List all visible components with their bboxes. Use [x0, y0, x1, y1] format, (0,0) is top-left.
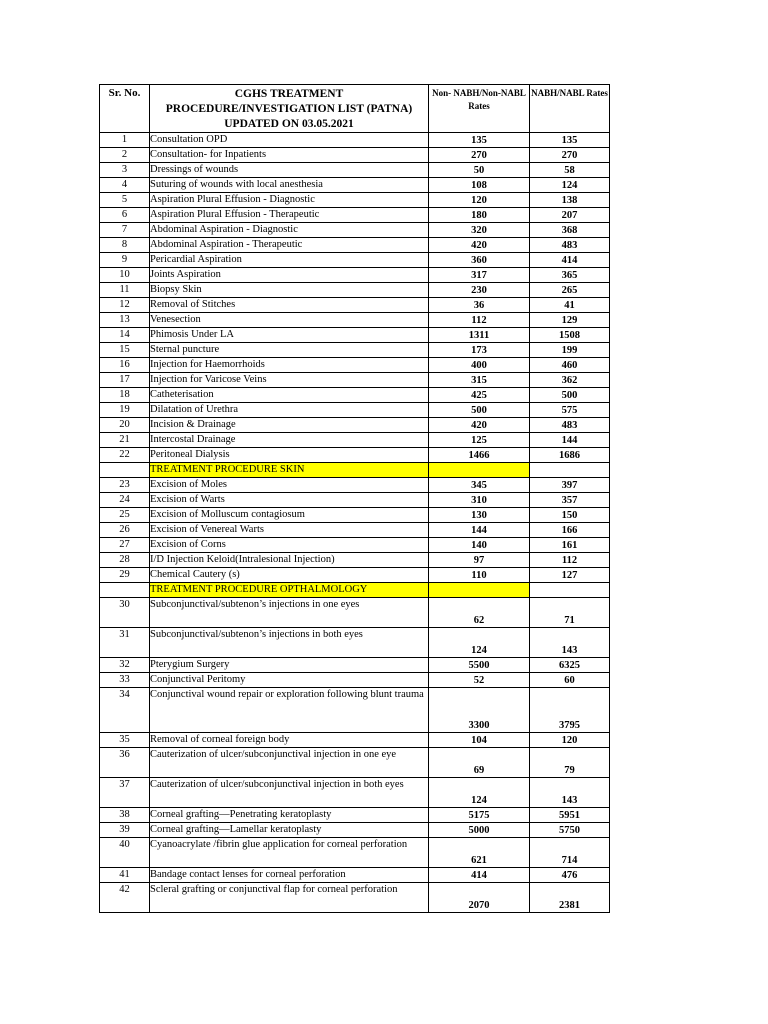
sr-no-cell: 10 [100, 268, 150, 283]
sr-no-cell: 25 [100, 508, 150, 523]
table-row [100, 178, 610, 193]
non-nabh-rate-cell: 110 [429, 568, 530, 583]
sr-no-cell: 11 [100, 283, 150, 298]
sr-no-cell: 26 [100, 523, 150, 538]
procedure-name-cell: Sternal puncture [150, 343, 429, 358]
nabh-rate-cell: 500 [530, 388, 610, 403]
table-row [100, 163, 610, 178]
sr-no-cell: 15 [100, 343, 150, 358]
non-nabh-rate-cell: 69 [429, 748, 530, 778]
nabh-rate-cell: 161 [530, 538, 610, 553]
nabh-rate-cell: 79 [530, 748, 610, 778]
table-row [100, 568, 610, 583]
sr-no-cell: 35 [100, 733, 150, 748]
procedure-name-cell: Corneal grafting—Lamellar keratoplasty [150, 823, 429, 838]
section-header-row [100, 583, 610, 598]
table-row [100, 823, 610, 838]
non-nabh-rate-cell: 125 [429, 433, 530, 448]
nabh-rate-cell: 414 [530, 253, 610, 268]
nabh-rate-cell: 58 [530, 163, 610, 178]
procedure-name-cell: Conjunctival Peritomy [150, 673, 429, 688]
sr-no-cell: 40 [100, 838, 150, 868]
non-nabh-rate-cell: 1311 [429, 328, 530, 343]
procedure-name-cell: Joints Aspiration [150, 268, 429, 283]
sr-no-cell: 36 [100, 748, 150, 778]
sr-no-cell: 32 [100, 658, 150, 673]
sr-no-cell: 24 [100, 493, 150, 508]
table-row [100, 388, 610, 403]
nabh-rate-cell: 166 [530, 523, 610, 538]
procedure-name-cell: Consultation- for Inpatients [150, 148, 429, 163]
sr-no-cell: 14 [100, 328, 150, 343]
procedure-name-cell: Incision & Drainage [150, 418, 429, 433]
nabh-rate-cell: 6325 [530, 658, 610, 673]
table-title: CGHS TREATMENT PROCEDURE/INVESTIGATION LIST (PATNA) UPDATED ON 03.05.2021 [150, 85, 429, 133]
table-row [100, 148, 610, 163]
procedure-name-cell: Cyanoacrylate /fibrin glue application for corneal perforation [150, 838, 429, 868]
nabh-rate-cell: 357 [530, 493, 610, 508]
sr-no-cell: 29 [100, 568, 150, 583]
non-nabh-rate-cell: 104 [429, 733, 530, 748]
procedure-name-cell: Catheterisation [150, 388, 429, 403]
table-row [100, 628, 610, 658]
rates-table [99, 84, 610, 913]
non-nabh-rate-cell: 230 [429, 283, 530, 298]
section-header-row [100, 463, 610, 478]
table-row [100, 193, 610, 208]
sr-no-cell: 42 [100, 883, 150, 913]
section-sr-cell [100, 583, 150, 598]
sr-no-cell: 8 [100, 238, 150, 253]
non-nabh-rate-cell: 320 [429, 223, 530, 238]
nabh-rate-cell: 71 [530, 598, 610, 628]
table-row [100, 328, 610, 343]
non-nabh-rate-cell: 270 [429, 148, 530, 163]
table-row [100, 223, 610, 238]
sr-no-cell: 30 [100, 598, 150, 628]
table-row [100, 673, 610, 688]
procedure-name-cell: I/D Injection Keloid(Intralesional Injection) [150, 553, 429, 568]
non-nabh-rate-cell: 3300 [429, 688, 530, 733]
nabh-rate-cell: 143 [530, 778, 610, 808]
nabh-rate-cell: 120 [530, 733, 610, 748]
non-nabh-rate-cell: 420 [429, 238, 530, 253]
procedure-name-cell: Excision of Moles [150, 478, 429, 493]
non-nabh-rate-cell: 62 [429, 598, 530, 628]
nabh-rate-cell: 135 [530, 133, 610, 148]
sr-no-header: Sr. No. [100, 85, 150, 133]
sr-no-cell: 41 [100, 868, 150, 883]
nabh-rate-cell: 207 [530, 208, 610, 223]
non-nabh-rate-cell: 414 [429, 868, 530, 883]
sr-no-cell: 33 [100, 673, 150, 688]
nabh-rate-cell: 1686 [530, 448, 610, 463]
non-nabh-rate-cell: 130 [429, 508, 530, 523]
section-title: TREATMENT PROCEDURE OPTHALMOLOGY [150, 583, 429, 598]
table-row [100, 838, 610, 868]
procedure-name-cell: Abdominal Aspiration - Diagnostic [150, 223, 429, 238]
table-row [100, 523, 610, 538]
section-fill-cell [429, 583, 530, 598]
sr-no-cell: 13 [100, 313, 150, 328]
procedure-name-cell: Injection for Haemorrhoids [150, 358, 429, 373]
non-nabh-rate-cell: 173 [429, 343, 530, 358]
procedure-name-cell: Aspiration Plural Effusion - Therapeutic [150, 208, 429, 223]
procedure-name-cell: Pericardial Aspiration [150, 253, 429, 268]
table-row [100, 733, 610, 748]
nabh-rates-header: NABH/NABL Rates [530, 85, 610, 133]
table-row [100, 253, 610, 268]
nabh-rate-cell: 5750 [530, 823, 610, 838]
procedure-name-cell: Excision of Warts [150, 493, 429, 508]
non-nabh-rate-cell: 124 [429, 778, 530, 808]
procedure-name-cell: Subconjunctival/subtenon’s injections in both eyes [150, 628, 429, 658]
nabh-rate-cell: 397 [530, 478, 610, 493]
non-nabh-rate-cell: 52 [429, 673, 530, 688]
table-row [100, 448, 610, 463]
sr-no-cell: 7 [100, 223, 150, 238]
nabh-rate-cell: 2381 [530, 883, 610, 913]
table-row [100, 238, 610, 253]
nabh-rate-cell: 483 [530, 238, 610, 253]
table-row [100, 598, 610, 628]
non-nabh-rates-header: Non- NABH/Non-NABL Rates [429, 85, 530, 133]
procedure-name-cell: Dilatation of Urethra [150, 403, 429, 418]
table-row [100, 133, 610, 148]
non-nabh-rate-cell: 420 [429, 418, 530, 433]
procedure-name-cell: Scleral grafting or conjunctival flap for corneal perforation [150, 883, 429, 913]
nabh-rate-cell: 714 [530, 838, 610, 868]
section-empty-cell [530, 463, 610, 478]
nabh-rate-cell: 5951 [530, 808, 610, 823]
sr-no-cell: 4 [100, 178, 150, 193]
procedure-name-cell: Biopsy Skin [150, 283, 429, 298]
procedure-name-cell: Removal of corneal foreign body [150, 733, 429, 748]
nabh-rate-cell: 41 [530, 298, 610, 313]
table-row [100, 748, 610, 778]
section-empty-cell [530, 583, 610, 598]
nabh-rate-cell: 3795 [530, 688, 610, 733]
sr-no-cell: 39 [100, 823, 150, 838]
table-row [100, 343, 610, 358]
table-body [100, 133, 610, 913]
nabh-rate-cell: 265 [530, 283, 610, 298]
nabh-rate-cell: 144 [530, 433, 610, 448]
procedure-name-cell: Conjunctival wound repair or exploration following blunt trauma [150, 688, 429, 733]
nabh-rate-cell: 143 [530, 628, 610, 658]
sr-no-cell: 1 [100, 133, 150, 148]
procedure-name-cell: Dressings of wounds [150, 163, 429, 178]
procedure-name-cell: Excision of Venereal Warts [150, 523, 429, 538]
nabh-rate-cell: 1508 [530, 328, 610, 343]
procedure-name-cell: Bandage contact lenses for corneal perforation [150, 868, 429, 883]
sr-no-cell: 28 [100, 553, 150, 568]
table-row [100, 553, 610, 568]
non-nabh-rate-cell: 500 [429, 403, 530, 418]
nabh-rate-cell: 127 [530, 568, 610, 583]
sr-no-cell: 34 [100, 688, 150, 733]
procedure-name-cell: Suturing of wounds with local anesthesia [150, 178, 429, 193]
procedure-name-cell: Intercostal Drainage [150, 433, 429, 448]
sr-no-cell: 17 [100, 373, 150, 388]
sr-no-cell: 16 [100, 358, 150, 373]
procedure-name-cell: Aspiration Plural Effusion - Diagnostic [150, 193, 429, 208]
section-title: TREATMENT PROCEDURE SKIN [150, 463, 429, 478]
non-nabh-rate-cell: 135 [429, 133, 530, 148]
nabh-rate-cell: 138 [530, 193, 610, 208]
table-row [100, 478, 610, 493]
table-row [100, 418, 610, 433]
non-nabh-rate-cell: 97 [429, 553, 530, 568]
sr-no-cell: 21 [100, 433, 150, 448]
sr-no-cell: 22 [100, 448, 150, 463]
table-row [100, 358, 610, 373]
non-nabh-rate-cell: 1466 [429, 448, 530, 463]
non-nabh-rate-cell: 50 [429, 163, 530, 178]
non-nabh-rate-cell: 400 [429, 358, 530, 373]
non-nabh-rate-cell: 360 [429, 253, 530, 268]
nabh-rate-cell: 270 [530, 148, 610, 163]
procedure-name-cell: Injection for Varicose Veins [150, 373, 429, 388]
table-row [100, 868, 610, 883]
table-row [100, 538, 610, 553]
table-row [100, 658, 610, 673]
non-nabh-rate-cell: 345 [429, 478, 530, 493]
procedure-name-cell: Excision of Molluscum contagiosum [150, 508, 429, 523]
procedure-name-cell: Excision of Corns [150, 538, 429, 553]
non-nabh-rate-cell: 317 [429, 268, 530, 283]
sr-no-cell: 38 [100, 808, 150, 823]
nabh-rate-cell: 483 [530, 418, 610, 433]
table-row [100, 298, 610, 313]
sr-no-cell: 9 [100, 253, 150, 268]
procedure-name-cell: Venesection [150, 313, 429, 328]
table-row [100, 313, 610, 328]
non-nabh-rate-cell: 144 [429, 523, 530, 538]
procedure-name-cell: Cauterization of ulcer/subconjunctival injection in one eye [150, 748, 429, 778]
non-nabh-rate-cell: 108 [429, 178, 530, 193]
procedure-name-cell: Cauterization of ulcer/subconjunctival injection in both eyes [150, 778, 429, 808]
non-nabh-rate-cell: 5500 [429, 658, 530, 673]
procedure-name-cell: Phimosis Under LA [150, 328, 429, 343]
table-row [100, 688, 610, 733]
non-nabh-rate-cell: 5175 [429, 808, 530, 823]
section-sr-cell [100, 463, 150, 478]
procedure-name-cell: Chemical Cautery (s) [150, 568, 429, 583]
nabh-rate-cell: 368 [530, 223, 610, 238]
sr-no-cell: 6 [100, 208, 150, 223]
table-row [100, 268, 610, 283]
non-nabh-rate-cell: 112 [429, 313, 530, 328]
sr-no-cell: 12 [100, 298, 150, 313]
sr-no-cell: 3 [100, 163, 150, 178]
sr-no-cell: 19 [100, 403, 150, 418]
sr-no-cell: 5 [100, 193, 150, 208]
nabh-rate-cell: 150 [530, 508, 610, 523]
non-nabh-rate-cell: 180 [429, 208, 530, 223]
procedure-name-cell: Consultation OPD [150, 133, 429, 148]
procedure-name-cell: Subconjunctival/subtenon’s injections in one eyes [150, 598, 429, 628]
non-nabh-rate-cell: 124 [429, 628, 530, 658]
header-row [100, 85, 610, 133]
nabh-rate-cell: 124 [530, 178, 610, 193]
table-row [100, 508, 610, 523]
table-row [100, 778, 610, 808]
non-nabh-rate-cell: 2070 [429, 883, 530, 913]
sr-no-cell: 27 [100, 538, 150, 553]
nabh-rate-cell: 476 [530, 868, 610, 883]
procedure-name-cell: Abdominal Aspiration - Therapeutic [150, 238, 429, 253]
table-row [100, 403, 610, 418]
sr-no-cell: 37 [100, 778, 150, 808]
nabh-rate-cell: 362 [530, 373, 610, 388]
non-nabh-rate-cell: 36 [429, 298, 530, 313]
table-row [100, 208, 610, 223]
non-nabh-rate-cell: 310 [429, 493, 530, 508]
nabh-rate-cell: 460 [530, 358, 610, 373]
nabh-rate-cell: 60 [530, 673, 610, 688]
table-row [100, 493, 610, 508]
nabh-rate-cell: 199 [530, 343, 610, 358]
table-row [100, 808, 610, 823]
sr-no-cell: 18 [100, 388, 150, 403]
sr-no-cell: 2 [100, 148, 150, 163]
nabh-rate-cell: 112 [530, 553, 610, 568]
non-nabh-rate-cell: 425 [429, 388, 530, 403]
nabh-rate-cell: 365 [530, 268, 610, 283]
sr-no-cell: 31 [100, 628, 150, 658]
non-nabh-rate-cell: 315 [429, 373, 530, 388]
non-nabh-rate-cell: 120 [429, 193, 530, 208]
non-nabh-rate-cell: 621 [429, 838, 530, 868]
nabh-rate-cell: 129 [530, 313, 610, 328]
sr-no-cell: 23 [100, 478, 150, 493]
sr-no-cell: 20 [100, 418, 150, 433]
table-row [100, 433, 610, 448]
section-fill-cell [429, 463, 530, 478]
non-nabh-rate-cell: 140 [429, 538, 530, 553]
table-row [100, 373, 610, 388]
procedure-name-cell: Peritoneal Dialysis [150, 448, 429, 463]
nabh-rate-cell: 575 [530, 403, 610, 418]
procedure-name-cell: Corneal grafting—Penetrating keratoplasty [150, 808, 429, 823]
non-nabh-rate-cell: 5000 [429, 823, 530, 838]
table-row [100, 883, 610, 913]
procedure-name-cell: Removal of Stitches [150, 298, 429, 313]
procedure-name-cell: Pterygium Surgery [150, 658, 429, 673]
table-row [100, 283, 610, 298]
